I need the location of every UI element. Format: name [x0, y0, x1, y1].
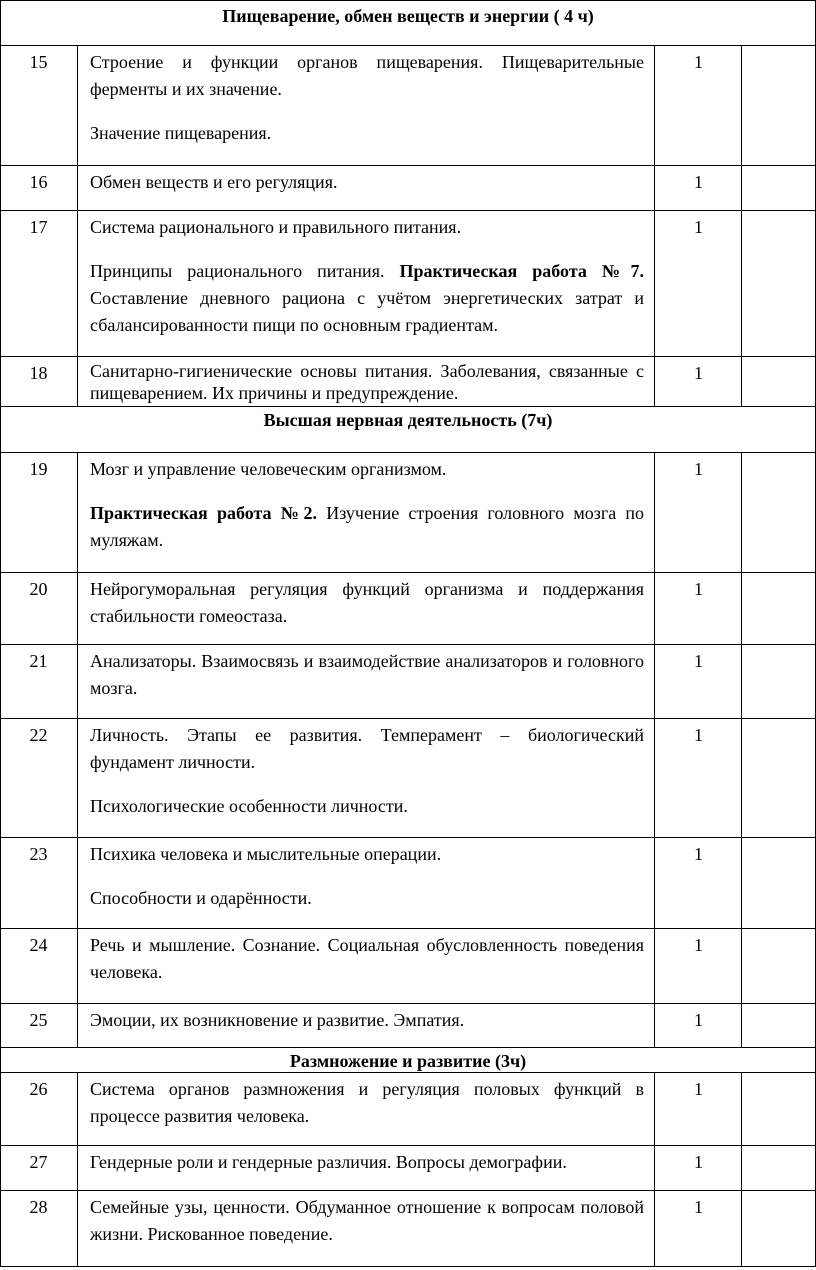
lesson-hours: 1 — [694, 1079, 703, 1099]
lesson-topic — [90, 360, 644, 404]
table-border-vertical — [77, 928, 78, 1003]
topic-text: Принципы рационального питания. — [90, 261, 400, 281]
table-border-vertical — [741, 210, 742, 356]
topic-paragraph — [90, 169, 644, 196]
topic-text: Способности и одарённости. — [90, 888, 312, 908]
table-border-vertical — [77, 837, 78, 928]
table-border-horizontal — [0, 644, 816, 645]
topic-paragraph — [90, 214, 644, 241]
topic-text: Значение пищеварения. — [90, 123, 272, 143]
lesson-hours: 1 — [694, 651, 703, 671]
table-border-vertical — [741, 644, 742, 718]
table-border-vertical — [741, 1072, 742, 1145]
table-border-vertical — [741, 356, 742, 406]
topic-text: Анализаторы. Взаимосвязь и взаимодействие анализаторов и головного мозга. — [90, 651, 644, 698]
table-border-vertical — [77, 165, 78, 210]
lesson-topic — [90, 648, 644, 702]
table-border-vertical — [654, 718, 655, 837]
lesson-number: 23 — [29, 844, 48, 864]
lesson-topic — [90, 49, 644, 147]
topic-paragraph — [90, 1149, 644, 1176]
table-border-vertical — [77, 718, 78, 837]
table-border-vertical — [654, 165, 655, 210]
table-border-vertical — [77, 1003, 78, 1047]
lesson-number: 28 — [29, 1197, 48, 1217]
lesson-hours: 1 — [694, 725, 703, 745]
table-border-horizontal — [0, 210, 816, 211]
table-border-vertical — [741, 837, 742, 928]
lesson-number: 16 — [29, 172, 48, 192]
table-border-vertical — [654, 356, 655, 406]
lesson-topic — [90, 722, 644, 820]
table-border-vertical — [77, 572, 78, 644]
table-border-vertical — [77, 644, 78, 718]
table-border-horizontal — [0, 1003, 816, 1004]
topic-paragraph — [90, 258, 644, 339]
topic-paragraph — [90, 500, 644, 554]
lesson-number: 25 — [29, 1010, 48, 1030]
topic-text: Речь и мышление. Сознание. Социальная обусловленность поведения человека. — [90, 935, 644, 982]
lesson-hours: 1 — [694, 1010, 703, 1030]
lesson-hours: 1 — [694, 172, 703, 192]
lesson-number: 22 — [29, 725, 48, 745]
table-border-vertical — [741, 165, 742, 210]
topic-text: Система органов размножения и регуляция половых функций в процессе развития человека. — [90, 1079, 644, 1126]
lesson-hours: 1 — [694, 935, 703, 955]
topic-text: Психологические особенности личности. — [90, 796, 408, 816]
table-border-vertical — [654, 45, 655, 165]
table-border-horizontal — [0, 718, 816, 719]
table-border-vertical — [741, 45, 742, 165]
lesson-number: 26 — [29, 1079, 48, 1099]
lesson-topic — [90, 932, 644, 986]
practical-work-label: Практическая работа №2. — [90, 503, 318, 523]
table-border-vertical — [77, 356, 78, 406]
lesson-number: 27 — [29, 1152, 48, 1172]
topic-text: Строение и функции органов пищеварения. Пищеварительные ферменты и их значение. — [90, 52, 644, 99]
topic-text: Психика человека и мыслительные операции. — [90, 844, 442, 864]
topic-paragraph — [90, 841, 644, 868]
lesson-number: 20 — [29, 579, 48, 599]
table-border-horizontal — [0, 572, 816, 573]
lesson-hours: 1 — [694, 52, 703, 72]
topic-paragraph — [90, 885, 644, 912]
lesson-hours: 1 — [694, 217, 703, 237]
table-border-vertical — [77, 1072, 78, 1145]
topic-paragraph — [90, 932, 644, 986]
table-border-horizontal — [0, 356, 816, 357]
lesson-hours: 1 — [694, 579, 703, 599]
table-border-horizontal — [0, 165, 816, 166]
lesson-topic — [90, 456, 644, 554]
table-border-horizontal — [0, 1047, 816, 1048]
topic-text: Санитарно-гигиенические основы питания. Заболевания, связанные с пищеварением. Их причины и предупреждение. — [90, 361, 644, 403]
topic-text: Составление дневного рациона с учётом энергетических затрат и сбалансированности пищи по основным градиентам. — [90, 288, 644, 335]
lesson-number: 19 — [29, 459, 48, 479]
topic-paragraph — [90, 1007, 644, 1034]
table-border-vertical — [77, 452, 78, 572]
lesson-topic — [90, 169, 644, 196]
table-border-horizontal — [0, 928, 816, 929]
lesson-number: 15 — [29, 52, 48, 72]
table-border-vertical — [654, 1072, 655, 1145]
table-border-horizontal — [0, 452, 816, 453]
table-border-horizontal — [0, 1190, 816, 1191]
practical-work-label: Практическая работа №7. — [399, 261, 644, 281]
topic-text: Обмен веществ и его регуляция. — [90, 172, 338, 192]
lesson-topic — [90, 1007, 644, 1034]
table-border-vertical — [77, 210, 78, 356]
topic-text: Мозг и управление человеческим организмом. — [90, 459, 447, 479]
table-border-vertical — [77, 45, 78, 165]
lesson-hours: 1 — [694, 1152, 703, 1172]
table-border-vertical — [741, 718, 742, 837]
topic-text: Изучение строения головного мозга по муляжам. — [90, 503, 645, 550]
table-border-horizontal — [0, 837, 816, 838]
topic-paragraph — [90, 793, 644, 820]
table-border-vertical — [654, 644, 655, 718]
lesson-topic — [90, 1194, 644, 1248]
section-title: Размножение и развитие (3ч) — [289, 1051, 527, 1071]
table-border-vertical — [741, 1190, 742, 1266]
table-border-vertical — [654, 452, 655, 572]
table-border-vertical — [654, 1003, 655, 1047]
table-border-vertical — [654, 1145, 655, 1190]
section-title: Пищеварение, обмен веществ и энергии ( 4 ч) — [222, 6, 594, 26]
topic-paragraph — [90, 49, 644, 103]
lesson-topic — [90, 841, 644, 912]
topic-text: Эмоции, их возникновение и развитие. Эмпатия. — [90, 1010, 465, 1030]
table-border-vertical — [654, 210, 655, 356]
topic-text: Нейрогуморальная регуляция функций организма и поддержания стабильности гомеостаза. — [90, 579, 644, 626]
topic-text: Система рационального и правильного питания. — [90, 217, 462, 237]
lesson-number: 18 — [29, 363, 48, 383]
topic-paragraph — [90, 1194, 644, 1248]
topic-paragraph — [90, 1076, 644, 1130]
section-title: Высшая нервная деятельность (7ч) — [263, 410, 553, 430]
topic-paragraph — [90, 722, 644, 776]
topic-text: Личность. Этапы ее развития. Темперамент – биологический фундамент личности. — [90, 725, 644, 772]
table-border-horizontal — [0, 45, 816, 46]
lesson-hours: 1 — [694, 1197, 703, 1217]
topic-paragraph — [90, 360, 644, 404]
table-border-vertical — [741, 572, 742, 644]
table-border-vertical — [654, 928, 655, 1003]
table-border-horizontal — [0, 406, 816, 407]
lesson-topic — [90, 576, 644, 630]
topic-paragraph — [90, 456, 644, 483]
table-border-vertical — [741, 1003, 742, 1047]
lesson-topic — [90, 1076, 644, 1130]
table-border-vertical — [741, 1145, 742, 1190]
table-border-vertical — [77, 1190, 78, 1266]
lesson-number: 21 — [29, 651, 48, 671]
topic-paragraph — [90, 648, 644, 702]
lesson-hours: 1 — [694, 459, 703, 479]
table-border-vertical — [77, 1145, 78, 1190]
lesson-hours: 1 — [694, 844, 703, 864]
table-border-vertical — [741, 928, 742, 1003]
topic-paragraph — [90, 120, 644, 147]
table-border-horizontal — [0, 1266, 816, 1267]
table-border-vertical — [654, 572, 655, 644]
lesson-topic — [90, 1149, 644, 1176]
lesson-topic — [90, 214, 644, 339]
lesson-number: 24 — [29, 935, 48, 955]
table-border-vertical — [741, 452, 742, 572]
topic-text: Семейные узы, ценности. Обдуманное отношение к вопросам половой жизни. Рискованное поведение. — [90, 1197, 644, 1244]
table-border-vertical — [654, 1190, 655, 1266]
table-border-horizontal — [0, 0, 816, 1]
lesson-number: 17 — [29, 217, 48, 237]
table-border-vertical — [654, 837, 655, 928]
topic-paragraph — [90, 576, 644, 630]
lesson-hours: 1 — [694, 363, 703, 383]
topic-text: Гендерные роли и гендерные различия. Вопросы демографии. — [90, 1152, 567, 1172]
table-border-horizontal — [0, 1145, 816, 1146]
